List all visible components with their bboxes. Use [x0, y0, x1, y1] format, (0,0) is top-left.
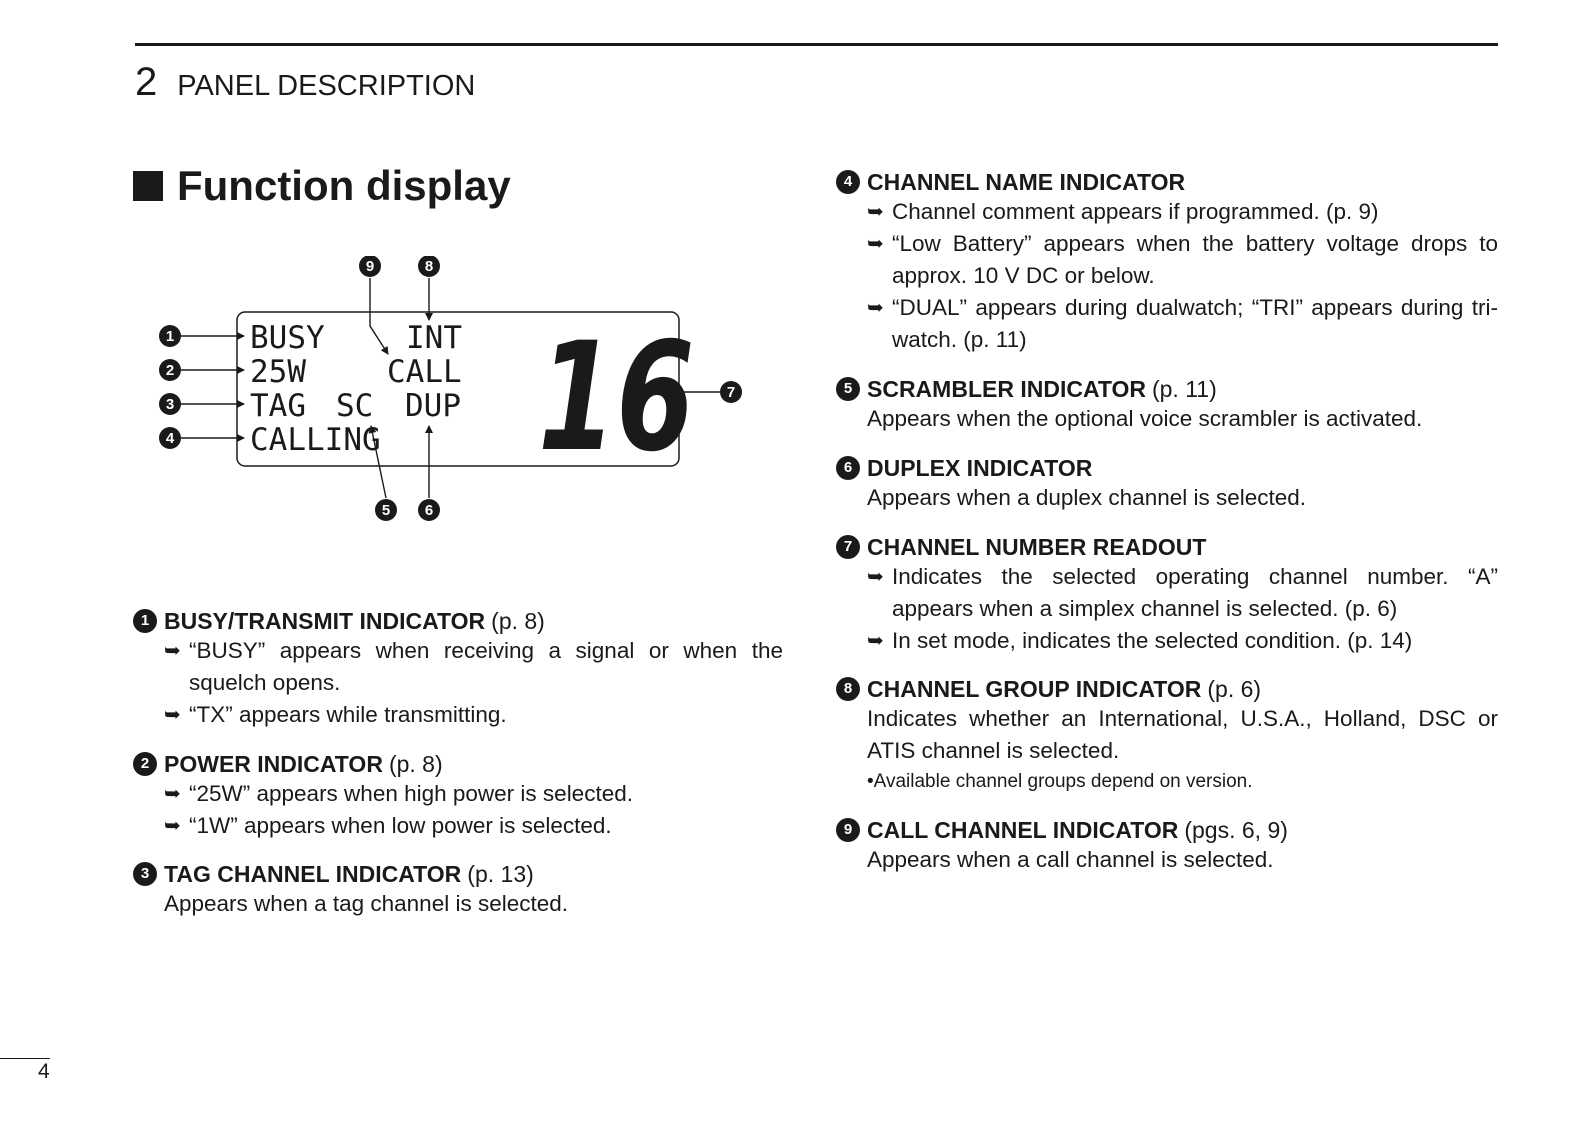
item-body: Indicates whether an International, U.S.A., Holland, DSC or ATIS channel is selected. [867, 706, 1498, 763]
item-title: CHANNEL NAME INDICATOR [867, 169, 1186, 195]
item-title: BUSY/TRANSMIT INDICATOR [164, 608, 486, 634]
item-title: CHANNEL GROUP INDICATOR [867, 676, 1202, 702]
number-3-icon: 3 [133, 862, 157, 886]
number-8-icon: 8 [836, 677, 860, 701]
bullet-text: In set mode, indicates the selected condition. (p. 14) [892, 628, 1413, 653]
svg-text:6: 6 [424, 502, 434, 519]
number-5-icon: 5 [836, 377, 860, 401]
page-number: 4 [38, 1060, 50, 1083]
lcd-tag: TAG [250, 388, 306, 424]
bullet-text: “25W” appears when high power is selected. [189, 781, 633, 806]
item-ref: (p. 13) [467, 861, 534, 887]
bullet-text: “Low Battery” appears when the battery voltage drops to approx. 10 V DC or below. [892, 231, 1498, 288]
lcd-dup: DUP [405, 388, 461, 424]
arrow-icon: ➥ [867, 566, 884, 588]
item-body: Appears when a tag channel is selected. [164, 891, 569, 916]
item-channel-name [836, 168, 1498, 356]
svg-text:3: 3 [165, 396, 175, 413]
chapter-header [135, 60, 475, 105]
item-body: Appears when the optional voice scrambler is activated. [867, 406, 1423, 431]
section-title: Function display [177, 162, 511, 209]
item-call-channel [836, 816, 1498, 876]
item-title: DUPLEX INDICATOR [867, 455, 1093, 481]
item-ref: (p. 11) [1151, 376, 1217, 402]
item-body: Appears when a duplex channel is selected. [867, 485, 1307, 510]
item-ref: (p. 8) [491, 608, 545, 634]
lcd-channel-number: 16 [538, 310, 695, 486]
bullet-text: “BUSY” appears when receiving a signal or when the squelch opens. [189, 638, 783, 695]
item-channel-number [836, 533, 1498, 657]
lcd-busy: BUSY [250, 320, 325, 356]
item-duplex [836, 454, 1498, 514]
section-heading [133, 162, 511, 210]
item-body: Appears when a call channel is selected. [867, 847, 1274, 872]
function-display-diagram [150, 256, 770, 536]
arrow-icon: ➥ [164, 640, 181, 662]
lcd-calling: CALLING [250, 422, 381, 458]
bullet-text: “DUAL” appears during dualwatch; “TRI” appears during tri-watch. (p. 11) [892, 295, 1498, 352]
chapter-title: PANEL DESCRIPTION [177, 70, 476, 102]
number-4-icon: 4 [836, 170, 860, 194]
item-channel-group [836, 675, 1498, 797]
item-title: POWER INDICATOR [164, 751, 383, 777]
number-9-icon: 9 [836, 818, 860, 842]
bullet-text: Channel comment appears if programmed. (p. 9) [892, 199, 1379, 224]
svg-text:2: 2 [165, 362, 175, 379]
lcd-int: INT [406, 320, 462, 356]
item-ref: (p. 8) [388, 751, 443, 777]
arrow-icon: ➥ [867, 233, 884, 255]
svg-text:8: 8 [424, 258, 434, 275]
item-note: •Available channel groups depend on version. [867, 771, 1253, 792]
bullet-text: Indicates the selected operating channel number. “A” appears when a simplex channel is selected. (p. 6) [892, 564, 1498, 621]
item-tag-channel [133, 860, 783, 920]
lcd-sc: SC [336, 388, 374, 424]
arrow-icon: ➥ [164, 704, 181, 726]
arrow-icon: ➥ [867, 297, 884, 319]
footer-rule [0, 1058, 50, 1059]
item-power [133, 750, 783, 842]
item-title: TAG CHANNEL INDICATOR [164, 861, 462, 887]
lcd-25w: 25W [250, 354, 306, 390]
bullet-text: “1W” appears when low power is selected. [189, 813, 612, 838]
arrow-icon: ➥ [164, 783, 181, 805]
item-title: CHANNEL NUMBER READOUT [867, 534, 1207, 560]
arrow-icon: ➥ [867, 630, 884, 652]
item-ref: (pgs. 6, 9) [1184, 817, 1288, 843]
arrow-icon: ➥ [867, 201, 884, 223]
chapter-number: 2 [135, 60, 158, 104]
item-title: SCRAMBLER INDICATOR [867, 376, 1146, 402]
svg-text:4: 4 [165, 430, 175, 447]
svg-text:7: 7 [726, 384, 736, 401]
arrow-icon: ➥ [164, 815, 181, 837]
item-scrambler [836, 375, 1498, 435]
number-1-icon: 1 [133, 609, 157, 633]
svg-text:5: 5 [381, 502, 391, 519]
number-6-icon: 6 [836, 456, 860, 480]
bullet-text: “TX” appears while transmitting. [189, 702, 507, 727]
number-7-icon: 7 [836, 535, 860, 559]
number-2-icon: 2 [133, 752, 157, 776]
svg-text:1: 1 [165, 328, 175, 345]
svg-text:9: 9 [365, 258, 375, 275]
square-bullet-icon [133, 171, 163, 201]
item-title: CALL CHANNEL INDICATOR [867, 817, 1179, 843]
header-rule [135, 43, 1498, 46]
item-busy-transmit [133, 607, 783, 731]
lcd-call: CALL [387, 354, 462, 390]
item-ref: (p. 6) [1207, 676, 1262, 702]
